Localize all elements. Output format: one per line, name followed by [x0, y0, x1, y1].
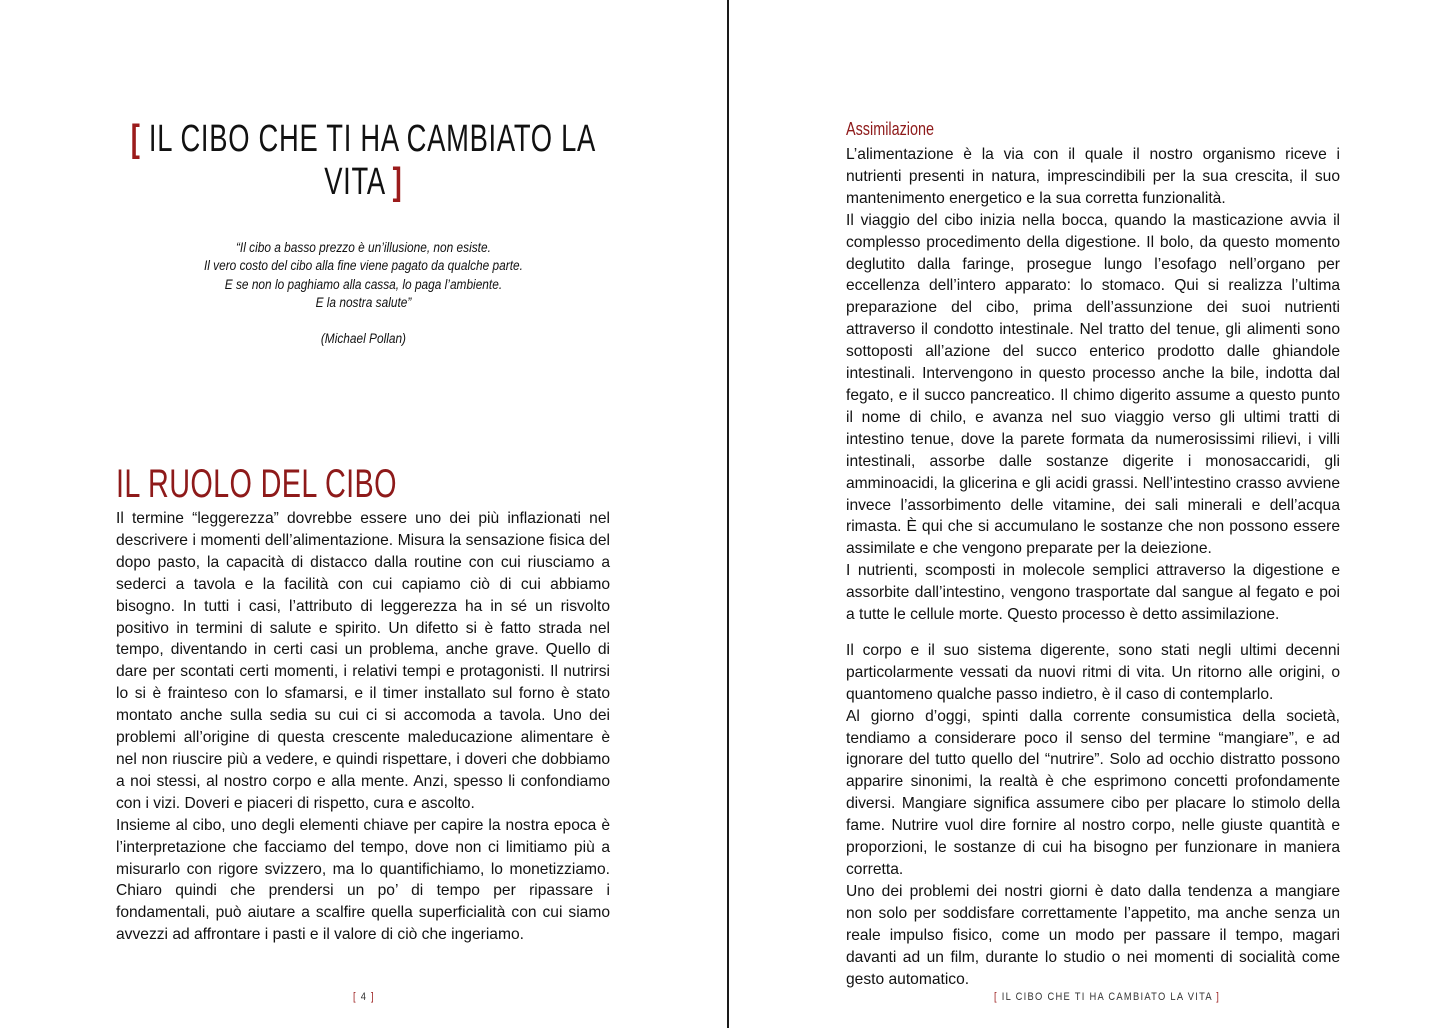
header-bracket-close: ] [1216, 991, 1221, 1003]
quote-line: E la nostra salute” [315, 294, 412, 310]
quote-line: Il vero costo del cibo alla fine viene pagato da qualche parte. [203, 258, 523, 274]
left-page [0, 0, 727, 1028]
paragraph: Insieme al cibo, uno degli elementi chiave per capire la nostra epoca è l’interpretazione che facciamo del tempo, dove non ci limitiamo più a misurarlo con rigore svizzero, ma lo quantifichiamo, lo monetizziamo. Chiaro quindi che prendersi un po’ di tempo per ripassare i fondamentali, può aiutare a scalfire quella superficialità con cui siamo avvezzi ad affrontare i pasti e il valore di ciò che ingeriamo. [116, 816, 610, 944]
left-body-text [116, 508, 610, 946]
book-title-text: IL CIBO CHE TI HA CAMBIATO LA VITA [148, 118, 596, 203]
page-number-value: 4 [360, 991, 368, 1003]
subheading: Assimilazione [846, 119, 935, 139]
running-header-text: IL CIBO CHE TI HA CAMBIATO LA VITA [1001, 991, 1213, 1003]
quote-line: “Il cibo a basso prezzo è un’illusione, non esiste. [235, 240, 491, 255]
folio-bracket-close: ] [371, 991, 375, 1003]
quote-line: E se non lo paghiamo alla cassa, lo paga l’ambiente. [224, 276, 503, 292]
page-number [353, 991, 375, 1003]
quote-author: (Michael Pollan) [320, 331, 407, 347]
paragraph: Il termine “leggerezza” dovrebbe essere uno dei più inflazionati nel descrivere i momenti dell’alimentazione. Misura la sensazione fisica del dopo pasto, la capacità di distacco dalla routine con cui riusciamo a sederci a tavola e la facilità con cui capiamo ciò di cui abbiamo bisogno. In tutti i casi, l’attributo di leggerezza ha in sé un risvolto positivo in termini di salute e spirito. Un difetto si è fatto strada nel tempo, diventando in certi casi un problema, anche grave. Quello di dare per scontati certi momenti, i relativi tempi e protagonisti. Il nutrirsi lo si è frainteso con lo sfamarsi, e il timer installato sul forno è stato montato anche sulla sedia su cui ci si accomoda a tavola. Uno dei problemi all’origine di questa crescente maleducazione alimentare è nel non riuscire più a vedere, e quindi rispettare, i doveri che dobbiamo a noi stessi, al nostro corpo e alla mente. Anzi, spesso li confondiamo con i vizi. Doveri e piaceri di rispetto, cura e ascolto. [116, 510, 610, 812]
header-bracket-open: [ [994, 991, 998, 1003]
paragraph: Il viaggio del cibo inizia nella bocca, quando la masticazione avvia il complesso procedimento della digestione. Il bolo, da questo momento deglutito dalla faringe, prosegue lungo l’esofago nell’organo per eccellenza dell’intero apparato: lo stomaco. Qui si realizza l’ultima preparazione del cibo, prima dell’assunzione dei suoi nutrienti attraverso il condotto intestinale. Nel tratto del tenue, gli alimenti sono sottoposti all’azione del succo enterico prodotto dalle ghiandole intestinali. Intervengono in questo processo anche la bile, indotta dal fegato, e il succo pancreatico. Il chimo digerito assume a questo punto il nome di chilo, e avanza nel suo viaggio verso gli ultimi tratti di intestino tenue, dove la parete formata da numerosissimi rilievi, i villi intestinali, assorbe dalle sostanze digerite i monosaccaridi, gli amminoacidi, la glicerina e gli acidi grassi. Nell’intestino crasso avviene invece l’assorbimento delle vitamine, dei sali minerali e dell’acqua rimasta. È qui che si accumulano le sostanze che non possono essere assimilate e che vengono preparate per la deiezione. [846, 211, 1340, 558]
paragraph-gap [846, 626, 1340, 640]
book-spine-divider [727, 0, 729, 1028]
right-body-text [846, 144, 1340, 990]
running-header [994, 991, 1220, 1003]
paragraph: Il corpo e il suo sistema digerente, sono stati negli ultimi decenni particolarmente vessati da nuovi ritmi di vita. Un ritorno alle origini, o quantomeno qualche passo indietro, è il caso di contemplarlo. [846, 641, 1340, 703]
paragraph: I nutrienti, scomposti in molecole semplici attraverso la digestione e assorbite dall’intestino, vengono trasportate dal sangue al fegato e poi a tutte le cellule morte. Questo processo è detto assimilazione. [846, 562, 1340, 624]
title-bracket-close: ] [392, 161, 403, 203]
paragraph: Al giorno d’oggi, spinti dalla corrente consumistica della società, tendiamo a considerare poco il senso del termine “mangiare”, e ad ignorare del tutto quello del “nutrire”. Solo ad occhio distratto possono apparire sinonimi, la realtà è che esprimono concetti profondamente diversi. Mangiare significa assumere cibo per placare lo stimolo della fame. Nutrire vuol dire fornire al nostro corpo, nelle giuste quantità e proporzioni, le sostanze di cui ha bisogno per funzionare in maniera corretta. [846, 707, 1340, 878]
folio-bracket-open: [ [352, 991, 357, 1003]
paragraph: Uno dei problemi dei nostri giorni è dato dalla tendenza a mangiare non solo per soddisfare correttamente l’appetito, ma anche senza un reale impulso fisico, come un modo per passare il tempo, magari davanti ad un film, durante lo studio o nei momenti di socialità come gesto automatico. [846, 882, 1340, 988]
paragraph: L’alimentazione è la via con il quale il nostro organismo riceve i nutrienti presenti in natura, imprescindibili per la sua crescita, il suo mantenimento energetico e la sua corretta funzionalità. [846, 146, 1340, 207]
book-title [102, 118, 625, 204]
epigraph-quote [44, 239, 684, 348]
section-title: IL RUOLO DEL CIBO [116, 462, 397, 506]
title-bracket-open: [ [130, 118, 141, 160]
